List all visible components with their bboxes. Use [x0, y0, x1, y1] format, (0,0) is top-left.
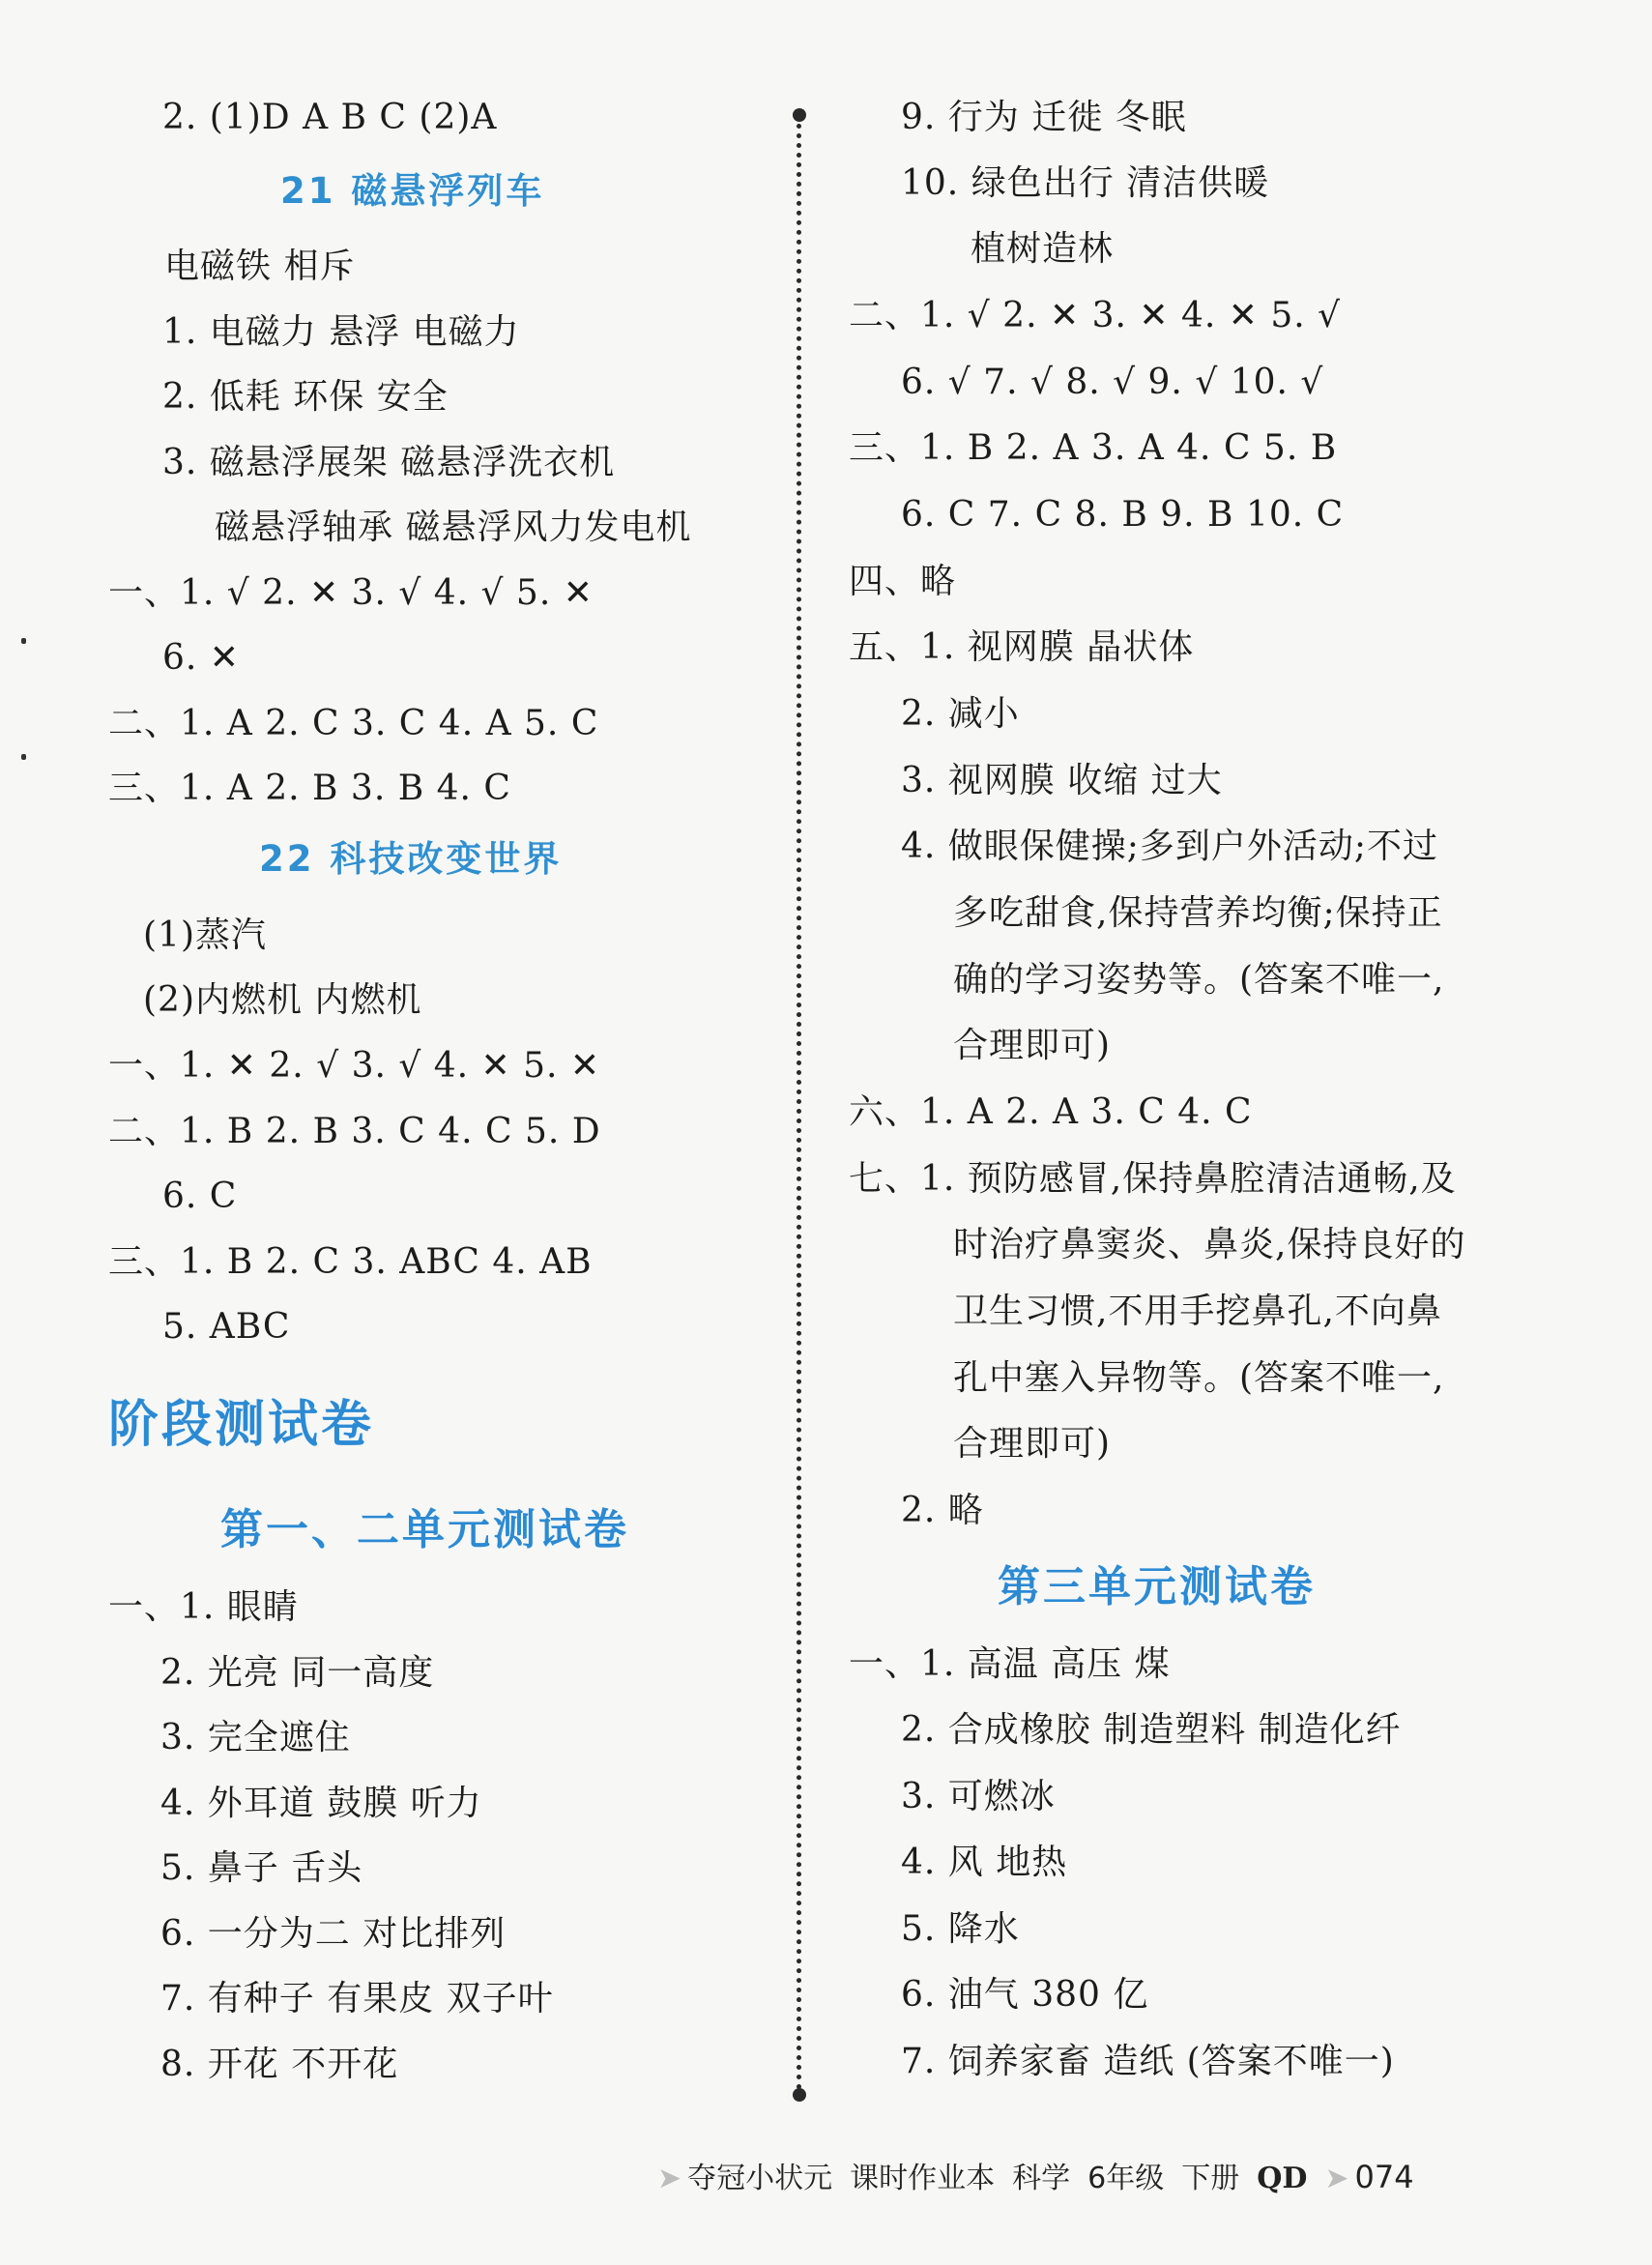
page-footer [657, 2154, 1414, 2200]
answer-line: 七、1. 预防感冒,保持鼻腔清洁通畅,及 [849, 1159, 1457, 1199]
answer-line: 2. 减小 [901, 694, 1020, 734]
answer-line: 4. 风 地热 [901, 1843, 1068, 1882]
answer-line: 4. 外耳道 鼓膜 听力 [160, 1784, 482, 1823]
answer-line: 合理即可) [953, 1424, 1112, 1464]
answer-line: 5. ABC [162, 1307, 291, 1347]
answer-line: 2. 光亮 同一高度 [160, 1653, 435, 1693]
answer-line: 3. 视网膜 收缩 过大 [901, 761, 1223, 800]
footer-arrow-icon: ➤ [657, 2162, 682, 2195]
answer-line: 一、1. √ 2. ✕ 3. √ 4. √ 5. ✕ [108, 573, 594, 613]
answer-line: 6. ✕ [162, 638, 240, 678]
answer-line: 五、1. 视网膜 晶状体 [849, 627, 1195, 667]
answer-line: 2. 低耗 环保 安全 [162, 377, 449, 417]
answer-line: 三、1. A 2. B 3. B 4. C [108, 769, 511, 808]
answer-line: 二、1. B 2. B 3. C 4. C 5. D [108, 1112, 601, 1151]
lesson-heading: 22 科技改变世界 [259, 838, 563, 880]
answer-line: 1. 电磁力 悬浮 电磁力 [162, 312, 520, 352]
answer-line: 植树造林 [971, 229, 1115, 269]
footer-series: 课时作业本 [850, 2162, 996, 2195]
answer-line: (1)蒸汽 [143, 915, 267, 955]
answer-line: 二、1. A 2. C 3. C 4. A 5. C [108, 704, 599, 743]
answer-line: 时治疗鼻窦炎、鼻炎,保持良好的 [953, 1225, 1466, 1264]
answer-line: 三、1. B 2. A 3. A 4. C 5. B [849, 428, 1338, 468]
answer-line: 四、略 [849, 562, 957, 601]
answer-line: 3. 可燃冰 [901, 1777, 1056, 1816]
unit-heading: 第三单元测试卷 [998, 1562, 1316, 1612]
answer-line: 6. C [162, 1176, 238, 1216]
answer-line: 2. 合成橡胶 制造塑料 制造化纤 [901, 1710, 1402, 1750]
answer-line: 5. 鼻子 舌头 [160, 1848, 363, 1888]
answer-line: 六、1. A 2. A 3. C 4. C [849, 1092, 1253, 1132]
answer-line: 磁悬浮轴承 磁悬浮风力发电机 [215, 508, 692, 547]
answer-line: 6. √ 7. √ 8. √ 9. √ 10. √ [901, 363, 1324, 402]
page-number: 074 [1354, 2159, 1414, 2195]
answer-line: 4. 做眼保健操;多到户外活动;不过 [901, 827, 1439, 866]
divider-bottom-dot [793, 2088, 806, 2102]
answer-line: 2. (1)D A B C (2)A [162, 98, 498, 137]
answer-line: 一、1. 眼睛 [108, 1587, 299, 1627]
answer-line: 3. 磁悬浮展架 磁悬浮洗衣机 [162, 443, 616, 482]
footer-volume: 下册 [1181, 2162, 1240, 2195]
answer-line: 2. 略 [901, 1491, 984, 1530]
answer-line: 一、1. ✕ 2. √ 3. √ 4. ✕ 5. ✕ [108, 1046, 601, 1086]
answer-line: 二、1. √ 2. ✕ 3. ✕ 4. ✕ 5. √ [849, 296, 1342, 335]
answer-line: 5. 降水 [901, 1909, 1020, 1949]
unit-heading: 第一、二单元测试卷 [220, 1505, 629, 1554]
answer-line: 7. 有种子 有果皮 双子叶 [160, 1979, 554, 2018]
part-heading: 阶段测试卷 [108, 1396, 375, 1454]
answer-line: 6. 一分为二 对比排列 [160, 1914, 507, 1954]
answer-line: 6. 油气 380 亿 [901, 1975, 1149, 2015]
answer-line: (2)内燃机 内燃机 [143, 980, 422, 1020]
answer-line: 确的学习姿势等。(答案不唯一, [953, 960, 1445, 1000]
footer-grade: 6年级 [1087, 2162, 1165, 2195]
print-speck [21, 638, 26, 644]
answer-line: 6. C 7. C 8. B 9. B 10. C [901, 495, 1345, 535]
answer-line: 卫生习惯,不用手挖鼻孔,不向鼻 [953, 1292, 1442, 1331]
answer-line: 10. 绿色出行 清洁供暖 [901, 163, 1270, 203]
answer-line: 三、1. B 2. C 3. ABC 4. AB [108, 1242, 593, 1282]
print-speck [21, 754, 26, 760]
answer-line: 多吃甜食,保持营养均衡;保持正 [953, 893, 1443, 933]
answer-line: 3. 完全遮住 [160, 1718, 351, 1757]
column-divider [797, 114, 801, 2101]
answer-line: 9. 行为 迁徙 冬眠 [901, 98, 1187, 137]
answer-line: 电磁铁 相斥 [164, 247, 356, 286]
answer-line: 合理即可) [953, 1026, 1112, 1065]
lesson-heading: 21 磁悬浮列车 [280, 170, 545, 212]
answer-line: 7. 饲养家畜 造纸 (答案不唯一) [901, 2042, 1395, 2081]
footer-edition: QD [1257, 2162, 1308, 2195]
answer-line: 8. 开花 不开花 [160, 2045, 399, 2084]
footer-subject: 科学 [1012, 2162, 1071, 2195]
footer-arrow-icon-2: ➤ [1324, 2162, 1349, 2195]
footer-brand: 夺冠小状元 [687, 2162, 833, 2195]
answer-line: 一、1. 高温 高压 煤 [849, 1644, 1171, 1684]
answer-line: 孔中塞入异物等。(答案不唯一, [953, 1358, 1445, 1398]
